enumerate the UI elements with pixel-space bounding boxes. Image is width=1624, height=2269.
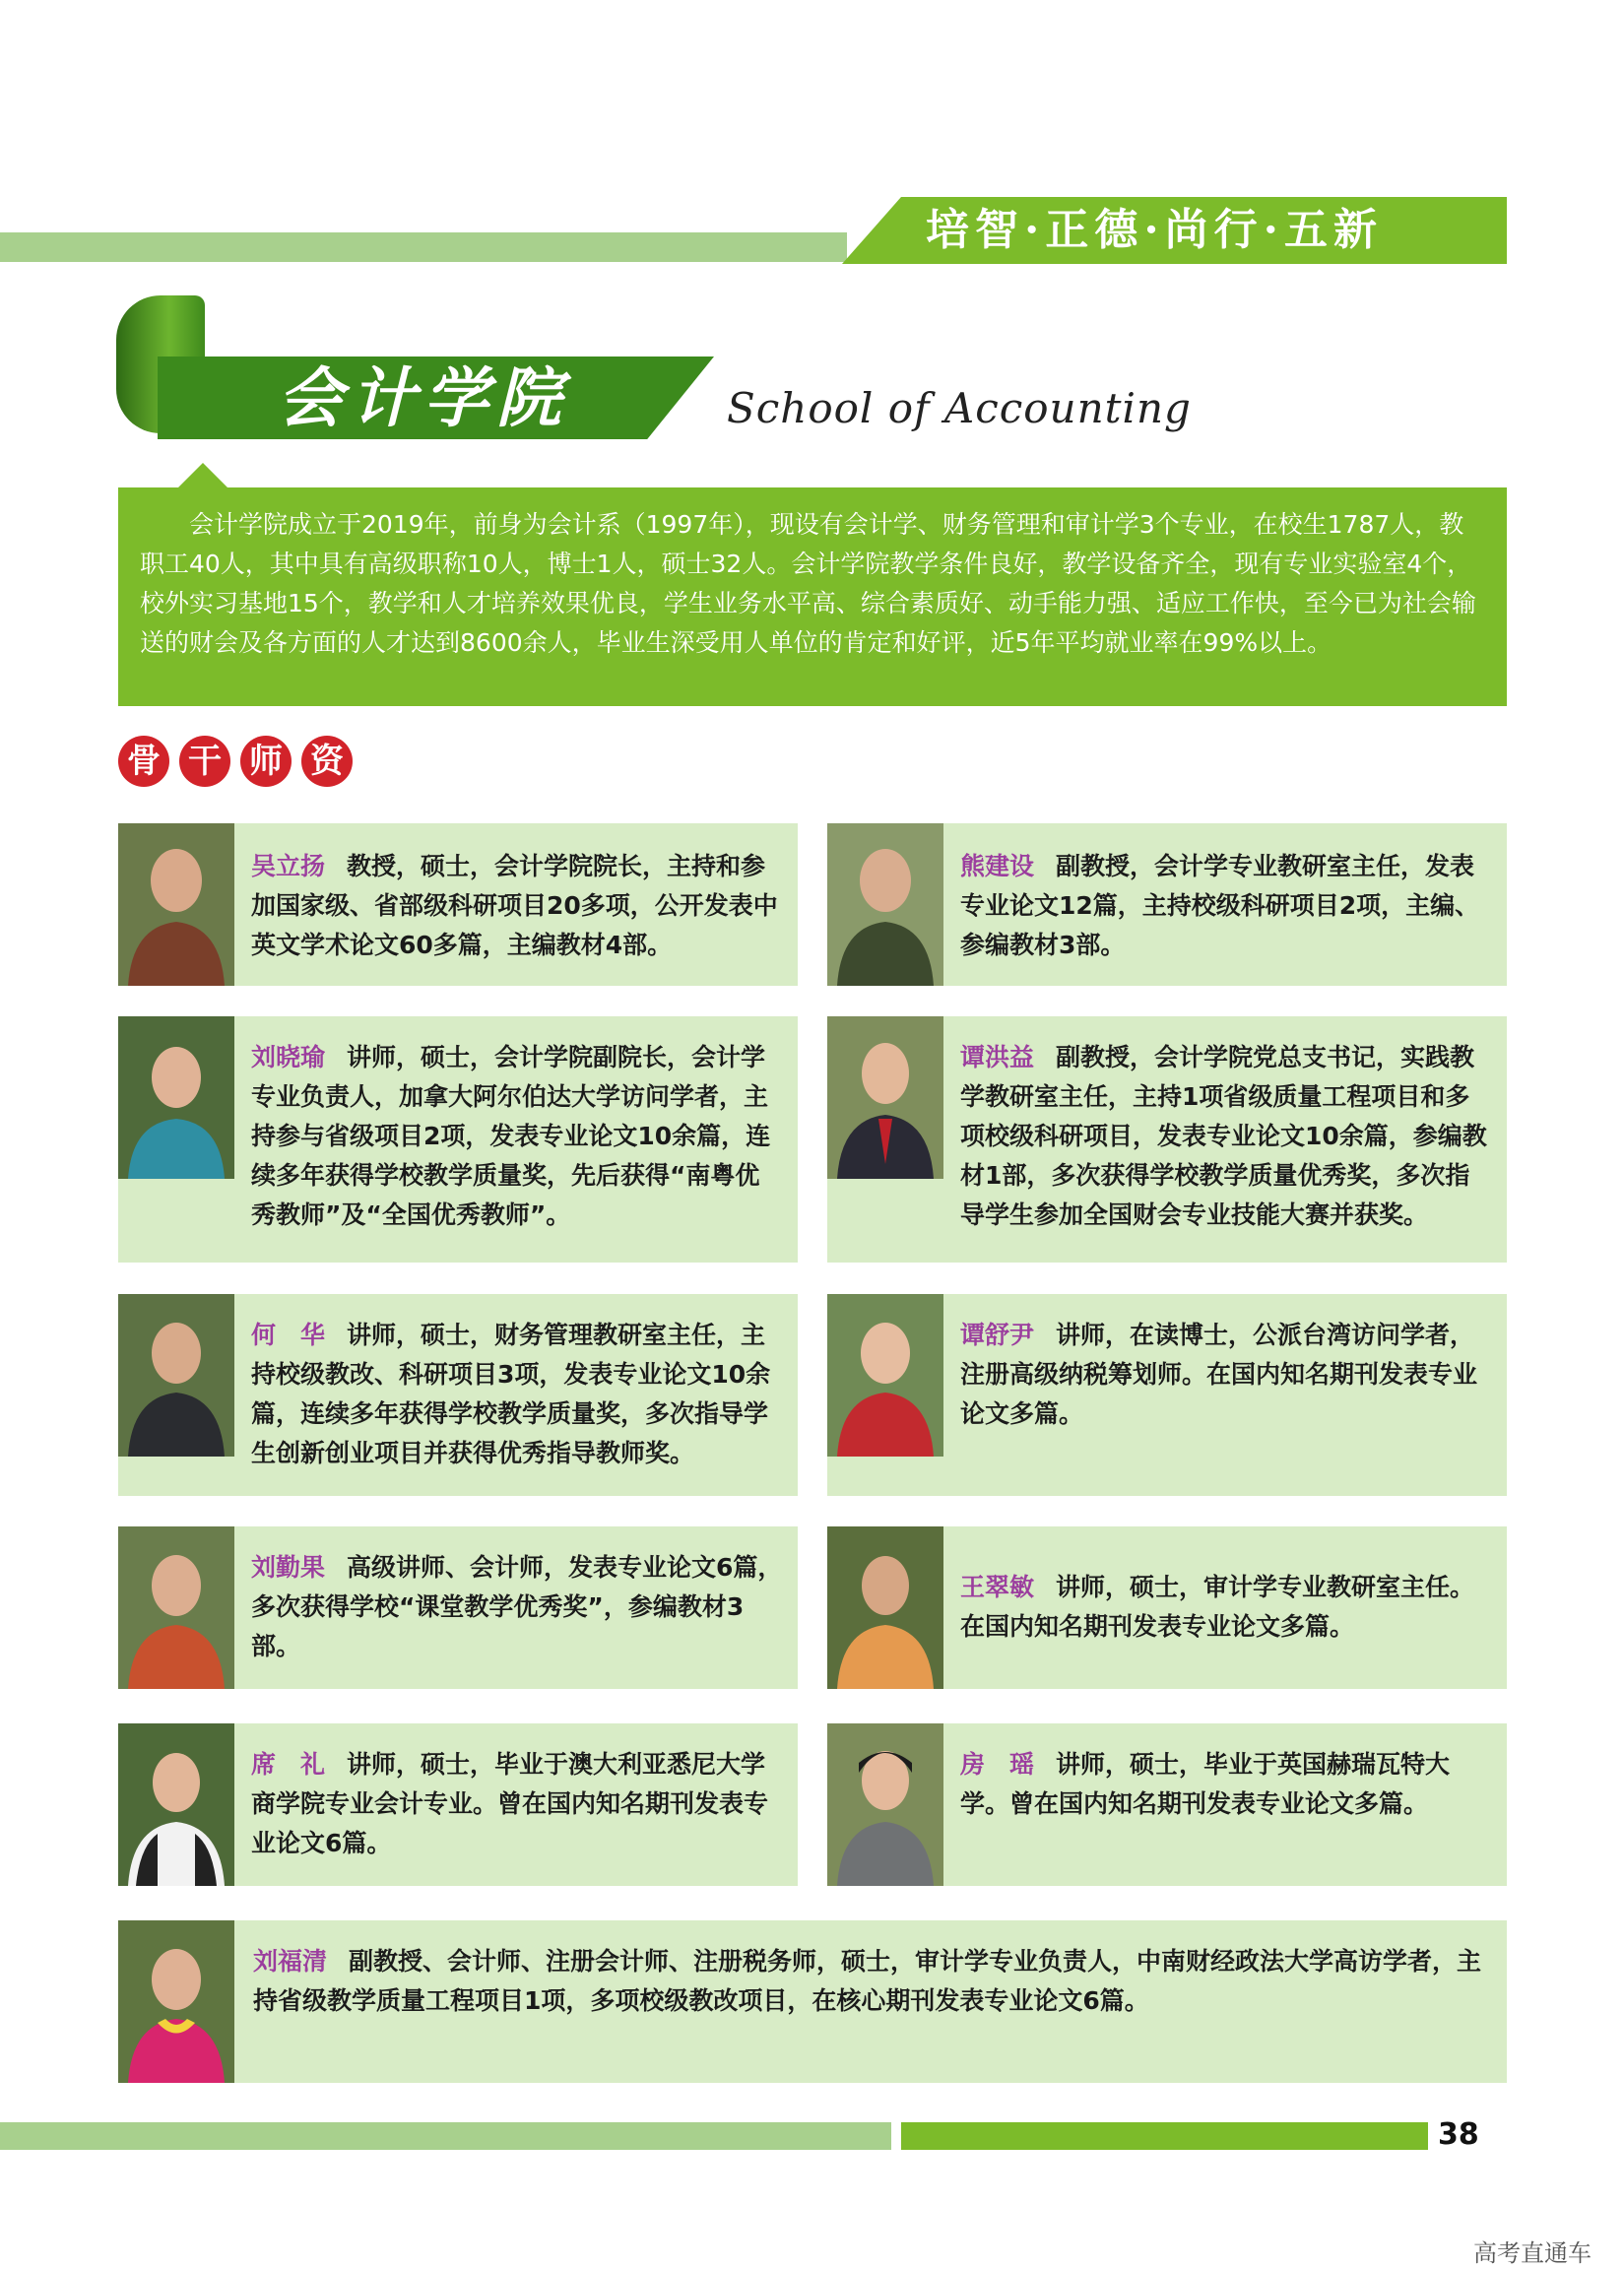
faculty-card — [118, 1526, 798, 1689]
faculty-card — [827, 1016, 1507, 1263]
faculty-name: 熊建设 — [960, 852, 1035, 880]
section-char: 骨 — [118, 736, 169, 787]
faculty-description: 副教授，会计学专业教研室主任，发表专业论文12篇，主持校级科研项目2项，主编、参编教材3部。 — [960, 852, 1480, 959]
section-char: 资 — [301, 736, 353, 787]
footer-bar-left — [0, 2122, 891, 2150]
page-title-english: School of Accounting — [727, 384, 1192, 432]
faculty-photo — [118, 1526, 234, 1689]
intro-notch — [177, 463, 228, 488]
top-banner-bar-left — [0, 232, 847, 262]
faculty-photo — [118, 1016, 234, 1179]
faculty-card — [118, 1294, 798, 1496]
faculty-name: 谭舒尹 — [960, 1321, 1035, 1349]
faculty-card — [827, 1723, 1507, 1886]
faculty-description: 讲师，硕士，财务管理教研室主任，主持校级教改、科研项目3项，发表专业论文10余篇，连续多年获得学校教学质量奖，多次指导学生创新创业项目并获得优秀指导教师奖。 — [251, 1321, 771, 1467]
faculty-card — [118, 1920, 1507, 2083]
faculty-photo — [827, 1526, 943, 1689]
faculty-name: 席 礼 — [251, 1750, 326, 1779]
faculty-description: 教授，硕士，会计学院院长，主持和参加国家级、省部级科研项目20多项，公开发表中英文学术论文60多篇，主编教材4部。 — [251, 852, 778, 959]
faculty-name: 刘勤果 — [251, 1553, 326, 1582]
faculty-description: 副教授，会计学院党总支书记，实践教学教研室主任，主持1项省级质量工程项目和多项校级科研项目，发表专业论文10余篇，参编教材1部，多次获得学校教学质量优秀奖，多次指导学生参加全国财会专业技能大赛并获奖。 — [960, 1043, 1487, 1229]
faculty-name: 刘晓瑜 — [251, 1043, 326, 1071]
faculty-photo — [118, 1723, 234, 1886]
page-number: 38 — [1438, 2117, 1479, 2152]
faculty-photo — [827, 1294, 943, 1457]
faculty-photo — [827, 823, 943, 986]
faculty-description: 讲师，在读博士，公派台湾访问学者，注册高级纳税筹划师。在国内知名期刊发表专业论文多篇。 — [960, 1321, 1478, 1428]
faculty-description: 讲师，硕士，毕业于澳大利亚悉尼大学商学院专业会计专业。曾在国内知名期刊发表专业论文6篇。 — [251, 1750, 769, 1857]
section-char: 干 — [179, 736, 230, 787]
faculty-name: 刘福清 — [253, 1947, 328, 1976]
page-title: 会计学院 — [278, 359, 569, 436]
intro-paragraph: 会计学院成立于2019年，前身为会计系（1997年），现设有会计学、财务管理和审计学3个专业，在校生1787人，教职工40人，其中具有高级职称10人，博士1人，硕士32人。会计学院教学条件良好，教学设备齐全，现有专业实验室4个，校外实习基地15个，教学和人才培养效果优良，学生业务水平高、综合素质好、动手能力强、适应工作快，至今已为社会输送的财会及各方面的人才达到8600余人，毕业生深受用人单位的肯定和好评，近5年平均就业率在99%以上。 — [140, 510, 1476, 657]
faculty-description: 讲师，硕士，审计学专业教研室主任。在国内知名期刊发表专业论文多篇。 — [960, 1573, 1475, 1641]
faculty-photo — [118, 1920, 234, 2083]
faculty-name: 谭洪益 — [960, 1043, 1035, 1071]
faculty-name: 房 瑶 — [960, 1750, 1035, 1779]
faculty-photo — [827, 1723, 943, 1886]
faculty-description: 高级讲师、会计师，发表专业论文6篇，多次获得学校“课堂教学优秀奖”，参编教材3部。 — [251, 1553, 783, 1660]
faculty-card — [827, 1294, 1507, 1496]
footer-bar-right — [901, 2122, 1428, 2150]
faculty-name: 吴立扬 — [251, 852, 326, 880]
section-char: 师 — [240, 736, 292, 787]
faculty-card — [827, 1526, 1507, 1689]
intro-box — [118, 487, 1507, 706]
faculty-name: 何 华 — [251, 1321, 326, 1349]
faculty-description: 讲师，硕士，毕业于英国赫瑞瓦特大学。曾在国内知名期刊发表专业论文多篇。 — [960, 1750, 1451, 1818]
faculty-card — [118, 1016, 798, 1263]
faculty-description: 副教授、会计师、注册会计师、注册税务师，硕士，审计学专业负责人，中南财经政法大学高访学者，主持省级教学质量工程项目1项，多项校级教改项目，在核心期刊发表专业论文6篇。 — [253, 1947, 1482, 2015]
faculty-card — [118, 1723, 798, 1886]
faculty-card — [118, 823, 798, 986]
faculty-card — [827, 823, 1507, 986]
faculty-photo — [118, 1294, 234, 1457]
faculty-photo — [118, 823, 234, 986]
faculty-photo — [827, 1016, 943, 1179]
watermark: 高考直通车 — [1473, 2239, 1592, 2267]
school-motto: 培智·正德·尚行·五新 — [926, 205, 1383, 255]
faculty-name: 王翠敏 — [960, 1573, 1035, 1601]
faculty-description: 讲师，硕士，会计学院副院长，会计学专业负责人，加拿大阿尔伯达大学访问学者，主持参与省级项目2项，发表专业论文10余篇，连续多年获得学校教学质量奖，先后获得“南粤优秀教师”及“全国优秀教师”。 — [251, 1043, 771, 1229]
